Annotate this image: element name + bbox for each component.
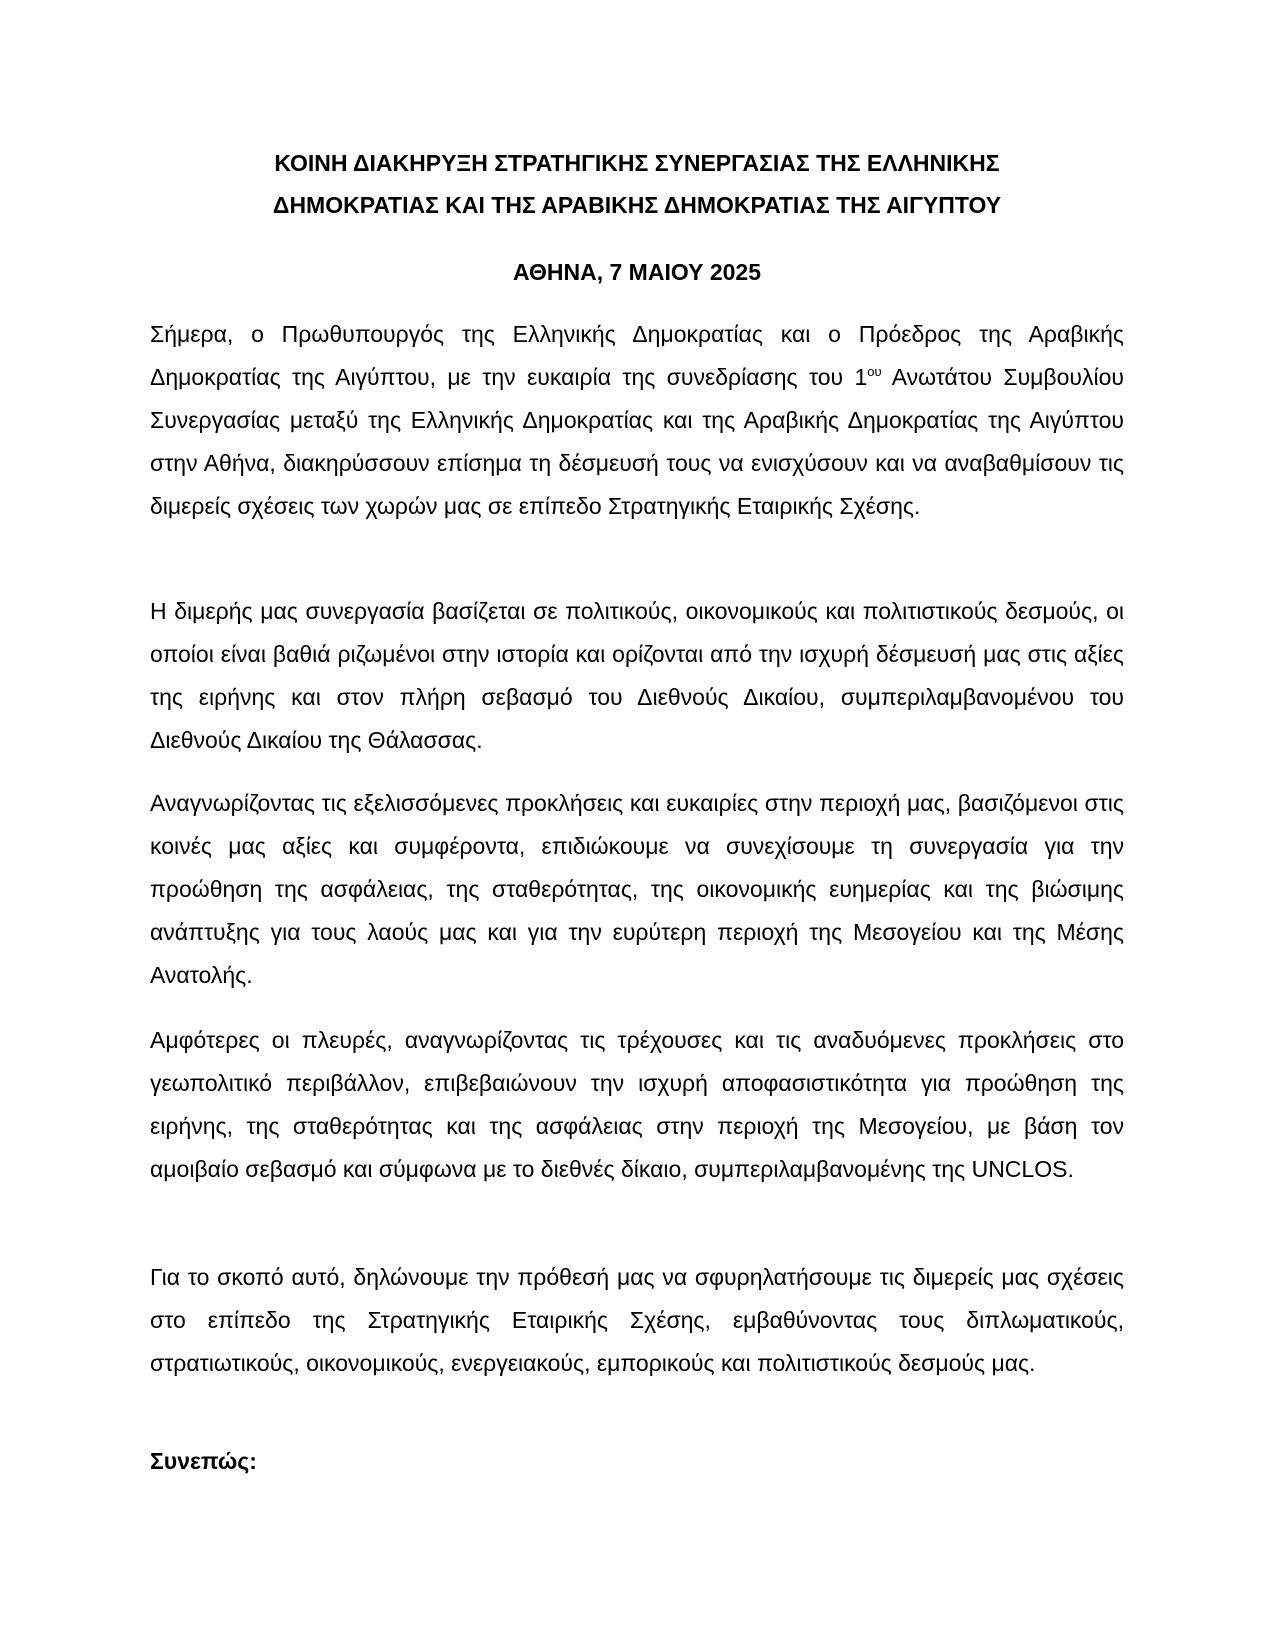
title-line-2: ΔΗΜΟΚΡΑΤΙΑΣ ΚΑΙ ΤΗΣ ΑΡΑΒΙΚΗΣ ΔΗΜΟΚΡΑΤΙΑΣ ΤΗΣ ΑΙΓΥΠΤΟΥ bbox=[272, 192, 1002, 218]
paragraph-1 bbox=[150, 313, 1124, 528]
paragraph-5: Για το σκοπό αυτό, δηλώνουμε την πρόθεσή μας να σφυρηλατήσουμε τις διμερείς μας σχέσεις στο επίπεδο της Στρατηγικής Εταιρικής Σχέσης, εμβαθύνοντας τους διπλωματικούς, στρατιωτικούς, οικονομικούς, ενεργειακούς, εμπορικούς και πολιτιστικούς δεσμούς μας. bbox=[150, 1264, 1124, 1376]
paragraph-4: Αμφότερες οι πλευρές, αναγνωρίζοντας τις τρέχουσες και τις αναδυόμενες προκλήσεις στο γεωπολιτικό περιβάλλον, επιβεβαιώνουν την ισχυρή αποφασιστικότητα για προώθηση της ειρήνης, της σταθερότητας και της ασφάλειας στην περιοχή της Μεσογείου, με βάση τον αμοιβαίο σεβασμό και σύμφωνα με το διεθνές δίκαιο, συμπεριλαμβανομένης της UNCLOS. bbox=[150, 1027, 1124, 1182]
paragraph-1-part-2: Ανωτάτου Συμβουλίου Συνεργασίας μεταξύ της Ελληνικής Δημοκρατίας και της Αραβικής Δημοκρατίας της Αιγύπτου στην Αθήνα, διακηρύσσουν επίσημα τη δέσμευσή τους να ενισχύσουν και να αναβαθμίσουν τις διμερείς σχέσεις των χωρών μας σε επίπεδο Στρατηγικής Εταιρικής Σχέσης. bbox=[150, 364, 1124, 519]
paragraph-3: Αναγνωρίζοντας τις εξελισσόμενες προκλήσεις και ευκαιρίες στην περιοχή μας, βασιζόμενοι στις κοινές μας αξίες και συμφέροντα, επιδιώκουμε να συνεχίσουμε τη συνεργασία για την προώθηση της ασφάλειας, της σταθερότητας, της οικονομικής ευημερίας και της βιώσιμης ανάπτυξης για τους λαούς μας και για την ευρύτερη περιοχή της Μεσογείου και της Μέσης Ανατολής. bbox=[150, 790, 1124, 988]
date-line: ΑΘΗΝΑ, 7 ΜΑΙΟΥ 2025 bbox=[513, 259, 761, 285]
paragraph-2: Η διμερής μας συνεργασία βασίζεται σε πολιτικούς, οικονομικούς και πολιτιστικούς δεσμούς, οι οποίοι είναι βαθιά ριζωμένοι στην ιστορία και ορίζονται από την ισχυρή δέσμευσή μας στις αξίες της ειρήνης και στον πλήρη σεβασμό του Διεθνούς Δικαίου, συμπεριλαμβανομένου του Διεθνούς Δικαίου της Θάλασσας. bbox=[150, 598, 1124, 753]
document-title bbox=[150, 142, 1124, 226]
paragraph-1-part-1: Σήμερα, ο Πρωθυπουργός της Ελληνικής Δημοκρατίας και ο Πρόεδρος της Αραβικής Δημοκρατίας της Αιγύπτου, με την ευκαιρία της συνεδρίασης του 1 bbox=[150, 321, 1124, 390]
title-line-1: ΚΟΙΝΗ ΔΙΑΚΗΡΥΞΗ ΣΤΡΑΤΗΓΙΚΗΣ ΣΥΝΕΡΓΑΣΙΑΣ ΤΗΣ ΕΛΛΗΝΙΚΗΣ bbox=[274, 150, 1000, 176]
therefore-heading: Συνεπώς: bbox=[150, 1448, 257, 1474]
ordinal-superscript: ου bbox=[867, 364, 882, 379]
